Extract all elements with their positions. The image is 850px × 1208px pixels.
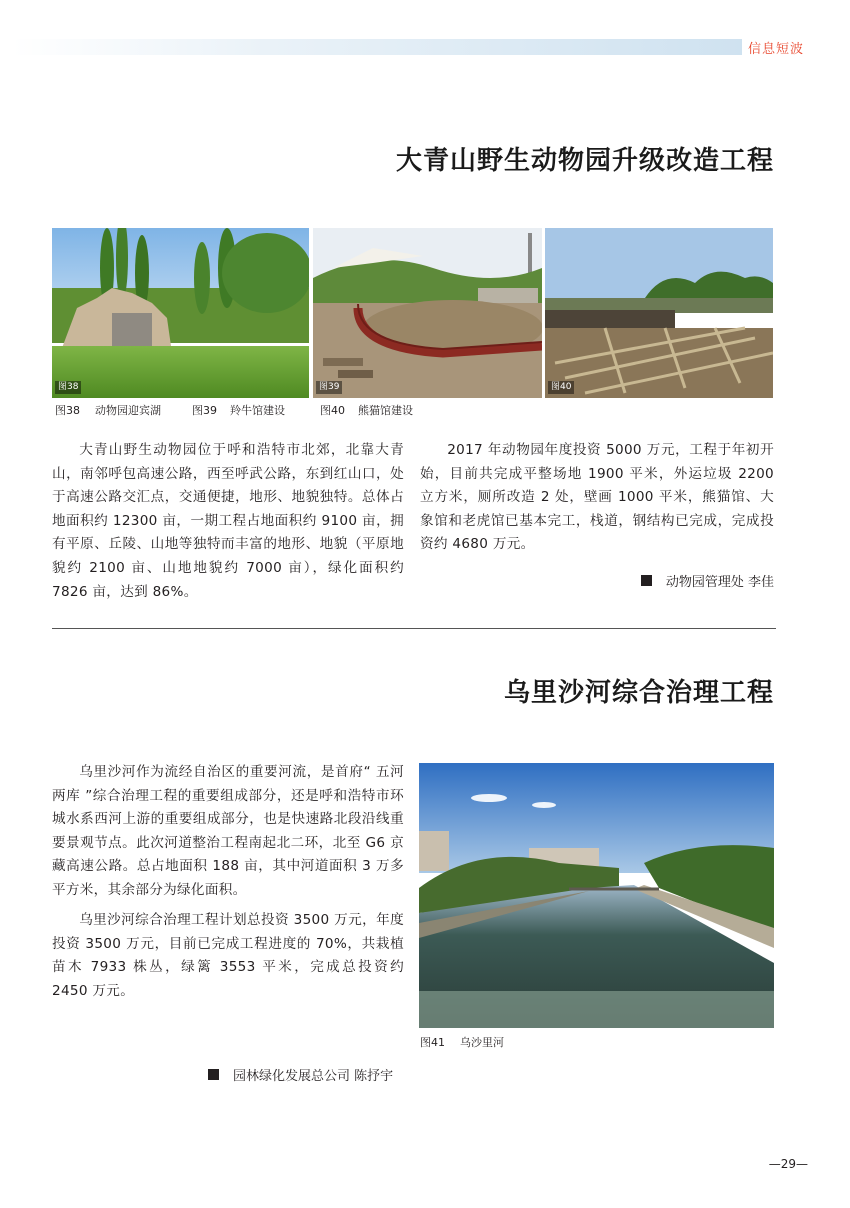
fig-tag-40: 图40 xyxy=(548,381,574,394)
article2-paragraph-2: 乌里沙河综合治理工程计划总投资 3500 万元，年度投资 3500 万元，目前已完成工程进度的 70%，共栽植苗木 7933 株丛，绿篱 3553 平米，完成总投资约 2450 万元。 xyxy=(52,912,404,999)
fig-tag-38: 图38 xyxy=(55,381,81,394)
article1-author xyxy=(641,571,774,590)
caption-40-num: 图40 xyxy=(320,404,345,417)
fig-tag-39: 图39 xyxy=(316,381,342,394)
article1-paragraph-right: 2017 年动物园年度投资 5000 万元，工程于年初开始，目前共完成平整场地 1900 平米，外运垃圾 2200 立方米，厕所改造 2 处，壁画 1000 平米，熊猫馆、大象馆和老虎馆已基本完工，栈道，钢结构已完成，完成投资约 4680 万元。 xyxy=(420,442,774,553)
photo-panda-construction xyxy=(545,228,773,398)
caption-39-text: 羚牛馆建设 xyxy=(230,404,285,417)
article1-author-text: 动物园管理处 李佳 xyxy=(665,575,774,590)
section-divider xyxy=(52,628,776,629)
caption-38-num: 图38 xyxy=(55,404,80,417)
photo-wulisha-river xyxy=(419,763,774,1028)
caption-41-text: 乌沙里河 xyxy=(460,1036,504,1049)
caption-40-text: 熊猫馆建设 xyxy=(358,404,413,417)
article2-author-text: 园林绿化发展总公司 陈抒宇 xyxy=(233,1069,394,1084)
photo-zoo-lake xyxy=(52,228,309,398)
author-marker-icon xyxy=(208,1069,219,1080)
caption-38-text: 动物园迎宾湖 xyxy=(95,404,161,417)
section-label: 信息短波 xyxy=(748,42,805,57)
article2-title: 乌里沙河综合治理工程 xyxy=(503,678,774,708)
page-number: —29— xyxy=(768,1157,808,1171)
article2-author xyxy=(208,1065,393,1084)
caption-41-num: 图41 xyxy=(420,1036,445,1049)
author-marker-icon xyxy=(641,575,652,586)
caption-39-num: 图39 xyxy=(192,404,217,417)
header-band xyxy=(12,39,742,55)
article1-title: 大青山野生动物园升级改造工程 xyxy=(395,146,774,176)
article1-paragraph-left: 大青山野生动物园位于呼和浩特市北郊，北靠大青山，南邻呼包高速公路，西至呼武公路，东到红山口，处于高速公路交汇点，交通便捷，地形、地貌独特。总体占地面积约 12300 亩，一期工程占地面积约 9100 亩，拥有平原、丘陵、山地等独特而丰富的地形、地貌（平原地貌约 2100 亩、山地地貌约 7000 亩），绿化面积约 7826 亩，达到 86%。 xyxy=(52,442,404,600)
photo-takin-construction xyxy=(313,228,542,398)
article2-paragraph-1: 乌里沙河作为流经自治区的重要河流，是首府“ 五河两库 ”综合治理工程的重要组成部分，还是呼和浩特市环城水系西河上游的重要组成部分，也是快速路北段沿线重要景观节点。此次河道整治工程南起北二环，北至 G6 京藏高速公路。总占地面积 188 亩，其中河道面积 3 万多平方米，其余部分为绿化面积。 xyxy=(52,764,404,898)
